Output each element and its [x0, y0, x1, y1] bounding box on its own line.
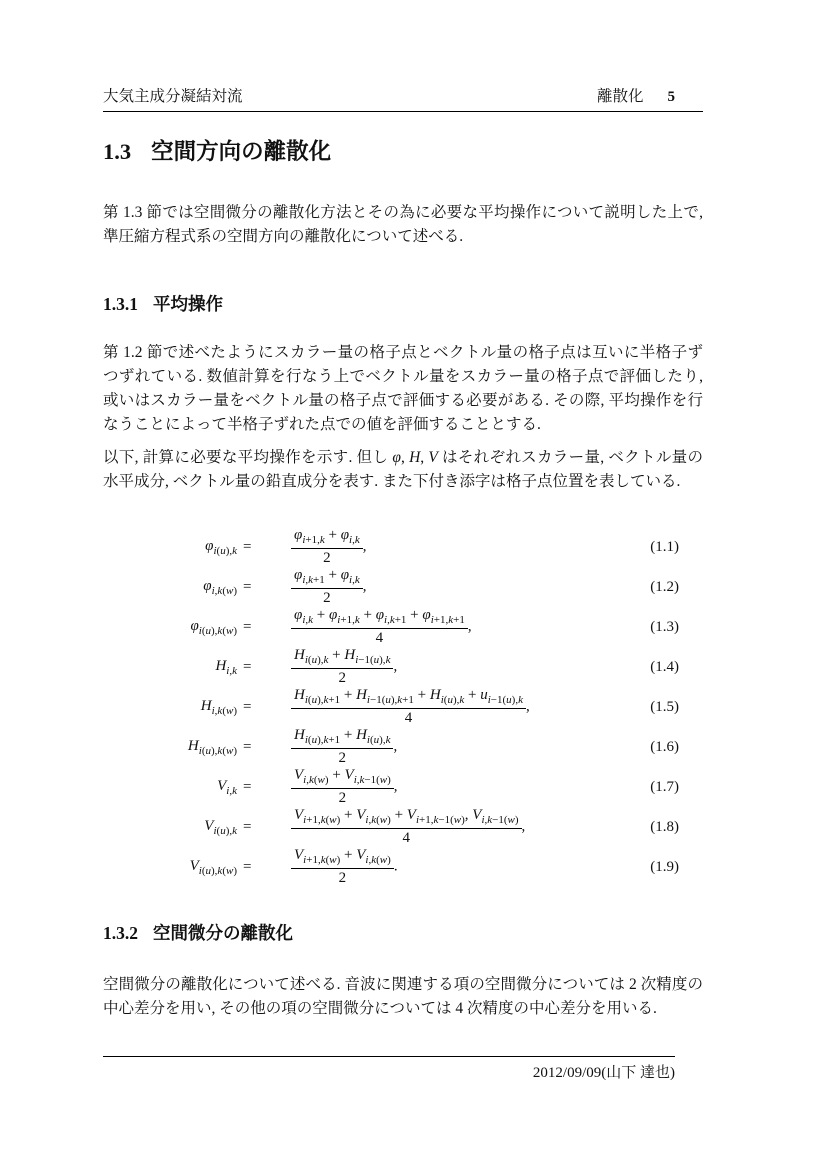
- fraction-denominator: 4: [402, 830, 411, 846]
- fraction: [291, 767, 394, 807]
- header-right-group: [597, 84, 675, 106]
- equation-rhs: [291, 567, 623, 607]
- equation-number: (1.3): [650, 618, 679, 635]
- header-left-title: 大気主成分凝結対流: [103, 88, 243, 105]
- equation-rhs: [291, 727, 623, 767]
- equation-row: [103, 607, 703, 647]
- section-title: 空間方向の離散化: [151, 139, 332, 164]
- fraction-denominator: 2: [338, 790, 347, 806]
- fraction: [291, 567, 363, 607]
- equation-lhs: $\varphi_{i,k(w)}$: [203, 577, 237, 597]
- averaging-paragraph-1: 第 1.2 節で述べたようにスカラー量の格子点とベクトル量の格子点は互いに半格子ずつずれている. 数値計算を行なう上でベクトル量をスカラー量の格子点で評価したり, 或いはスカラー量をベクトル量の格子点で評価する必要がある. その際, 平均操作を行なうことによって半格子ずれた点での値を評価することとする.: [103, 344, 703, 433]
- fraction: [291, 527, 363, 567]
- fraction: [291, 847, 394, 887]
- intro-paragraph: 第 1.3 節では空間微分の離散化方法とその為に必要な平均操作について説明した上で, 準圧縮方程式系の空間方向の離散化について述べる.: [103, 204, 703, 245]
- equation-lhs: $H_{i,k}$: [215, 657, 237, 677]
- equation-lhs: $H_{i,k(w)}$: [200, 697, 237, 717]
- fraction-numerator: $V_{i+1,k(w)} + V_{i,k(w)} + V_{i+1,k-1(w)}$, $V_{i,k-1(w)}$: [291, 807, 522, 829]
- equation-row: [103, 847, 703, 887]
- equation-rhs: [291, 647, 623, 687]
- equation-number: (1.7): [650, 778, 679, 795]
- equals-sign: =: [243, 578, 252, 595]
- equation-number: (1.5): [650, 698, 679, 715]
- fraction: [291, 687, 526, 727]
- equation-rhs: [291, 767, 623, 807]
- equation-rhs: [291, 847, 623, 887]
- subsection-heading-132: [103, 920, 703, 945]
- fraction-denominator: 2: [338, 870, 347, 886]
- equation-row: [103, 687, 703, 727]
- fraction: [291, 727, 393, 767]
- equation-lhs: $V_{i(u),k}$: [204, 817, 237, 837]
- fraction-numerator: $\varphi_{i,k+1} + \varphi_{i,k}$: [291, 567, 363, 589]
- equation-row: [103, 767, 703, 807]
- equation-punctuation: ,: [362, 578, 367, 595]
- equation-punctuation: ,: [521, 818, 526, 835]
- fraction-denominator: 2: [323, 550, 331, 566]
- equation-punctuation: .: [393, 858, 398, 875]
- fraction: [291, 647, 393, 687]
- equation-number: (1.4): [650, 658, 679, 675]
- subsection-heading-131: [103, 291, 703, 316]
- fraction-denominator: 4: [404, 710, 413, 726]
- equals-sign: =: [243, 818, 252, 835]
- equation-number: (1.6): [650, 738, 679, 755]
- fraction-denominator: 2: [323, 590, 331, 606]
- equation-row: [103, 727, 703, 767]
- equation-number: (1.1): [650, 538, 679, 555]
- subsection-number: 1.3.2: [103, 923, 138, 943]
- subsection-title: 平均操作: [153, 294, 223, 314]
- averaging-paragraph-2: 以下, 計算に必要な平均操作を示す. 但し φ, H, V はそれぞれスカラー量, ベクトル量の水平成分, ベクトル量の鉛直成分を表す. また下付き添字は格子点位置を表している.: [103, 449, 703, 490]
- fraction: [291, 607, 468, 647]
- fraction-numerator: $H_{i(u),k+1} + H_{i-1(u),k+1} + H_{i(u),k} + u_{i-1(u),k}$: [291, 687, 526, 709]
- equation-number: (1.8): [650, 818, 679, 835]
- fraction-denominator: 2: [338, 670, 346, 686]
- header-section-name: 離散化: [596, 88, 644, 105]
- equation-lhs: $\varphi_{i(u),k}$: [205, 537, 237, 557]
- subsection-title: 空間微分の離散化: [153, 923, 293, 943]
- equation-rhs: [291, 687, 623, 727]
- equation-punctuation: ,: [393, 738, 398, 755]
- section-number: 1.3: [103, 139, 132, 164]
- equation-number: (1.2): [650, 578, 679, 595]
- equation-punctuation: ,: [362, 538, 367, 555]
- equals-sign: =: [243, 778, 252, 795]
- equation-lhs: $H_{i(u),k(w)}$: [187, 737, 237, 757]
- section-heading: [103, 134, 703, 166]
- equals-sign: =: [243, 738, 252, 755]
- equation-rhs: [291, 607, 623, 647]
- footer-date-author: 2012/09/09(山下 達也): [532, 1065, 675, 1081]
- page-number: 5: [667, 89, 675, 105]
- fraction-numerator: $H_{i(u),k} + H_{i-1(u),k}$: [291, 647, 393, 669]
- subsection-number: 1.3.1: [103, 294, 138, 314]
- page-header: [103, 84, 703, 112]
- equation-lhs: $V_{i,k}$: [217, 777, 237, 797]
- equation-lhs: $V_{i(u),k(w)}$: [189, 857, 237, 877]
- fraction-numerator: $H_{i(u),k+1} + H_{i(u),k}$: [291, 727, 393, 749]
- equation-row: [103, 567, 703, 607]
- equation-rhs: [291, 527, 623, 567]
- fraction-denominator: 2: [338, 750, 346, 766]
- equation-row: [103, 647, 703, 687]
- equation-punctuation: ,: [467, 618, 472, 635]
- equation-row: [103, 807, 703, 847]
- equals-sign: =: [243, 538, 252, 555]
- fraction-numerator: $V_{i,k(w)} + V_{i,k-1(w)}$: [291, 767, 394, 789]
- fraction: [291, 807, 522, 847]
- equals-sign: =: [243, 618, 252, 635]
- fraction-numerator: $V_{i+1,k(w)} + V_{i,k(w)}$: [291, 847, 394, 869]
- equation-punctuation: ,: [525, 698, 530, 715]
- discretization-paragraph: 空間微分の離散化について述べる. 音波に関連する項の空間微分については 2 次精度の中心差分を用い, その他の項の空間微分については 4 次精度の中心差分を用いる.: [103, 976, 703, 1017]
- fraction-numerator: $\varphi_{i+1,k} + \varphi_{i,k}$: [291, 527, 363, 549]
- fraction-denominator: 4: [375, 630, 384, 646]
- equation-punctuation: ,: [393, 658, 398, 675]
- page-footer: [103, 1056, 675, 1082]
- equals-sign: =: [243, 658, 252, 675]
- equation-rhs: [291, 807, 623, 847]
- equation-punctuation: ,: [393, 778, 398, 795]
- equals-sign: =: [243, 858, 252, 875]
- fraction-numerator: $\varphi_{i,k} + \varphi_{i+1,k} + \varphi_{i,k+1} + \varphi_{i+1,k+1}$: [291, 607, 468, 629]
- equation-row: [103, 527, 703, 567]
- equation-lhs: $\varphi_{i(u),k(w)}$: [190, 617, 237, 637]
- equation-number: (1.9): [650, 858, 679, 875]
- equals-sign: =: [243, 698, 252, 715]
- equation-list: [103, 527, 703, 887]
